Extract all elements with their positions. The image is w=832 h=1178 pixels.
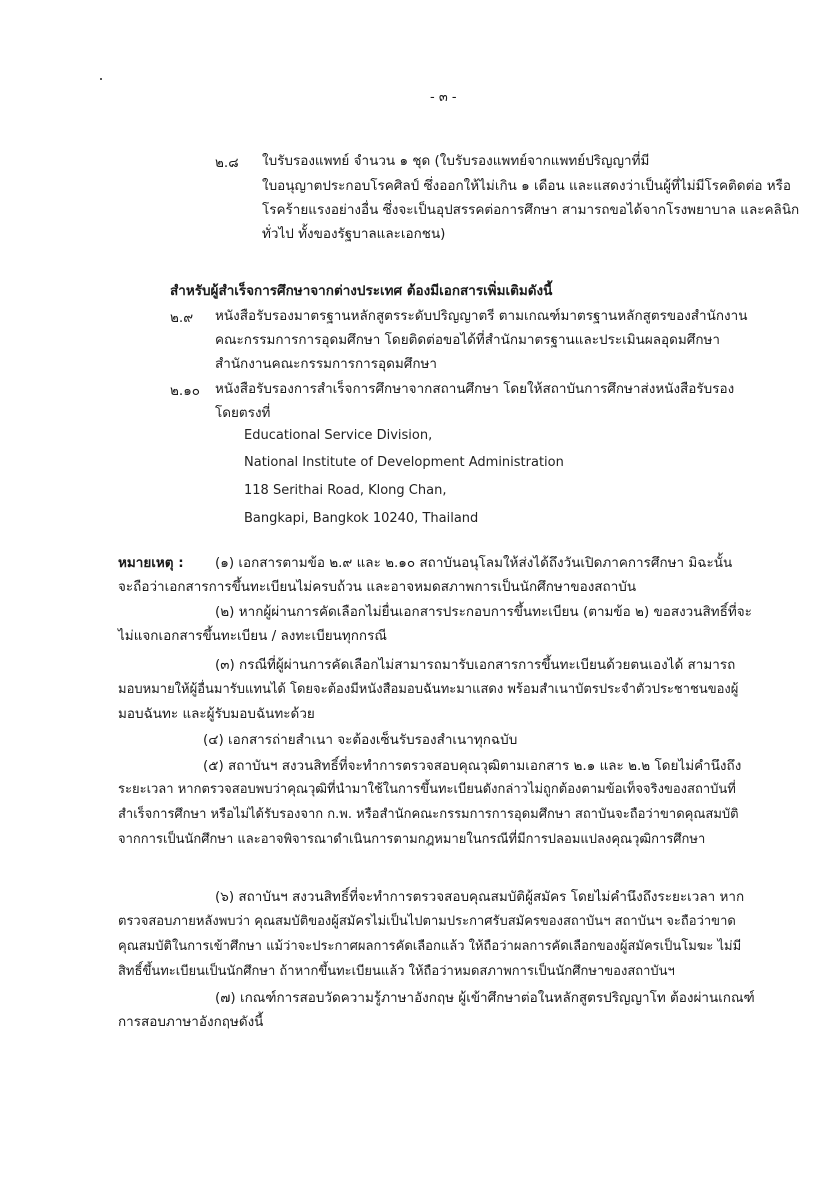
item-2-8-line: โรคร้ายแรงอย่างอื่น ซึ่งจะเป็นอุปสรรคต่อการศึกษา สามารถขอได้จากโรงพยาบาล และคลินิก [262,202,800,218]
address-line: 118 Serithai Road, Klong Chan, [244,483,447,498]
item-2-8-line: ใบรับรองแพทย์ จำนวน ๑ ชุด (ใบรับรองแพทย์จากแพทย์ปริญญาที่มี [262,153,650,169]
item-2-10-line: โดยตรงที่ [215,405,271,421]
note-6-line: คุณสมบัติในการเข้าศึกษา แม้ว่าจะประกาศผลการคัดเลือกแล้ว ให้ถือว่าผลการคัดเลือกของผู้สมัครเป็นโมฆะ ไม่มี [118,939,742,954]
foreign-graduates-heading: สำหรับผู้สำเร็จการศึกษาจากต่างประเทศ ต้องมีเอกสารเพิ่มเติมดังนี้ [170,283,553,299]
note-3-line: (๓) กรณีที่ผู้ผ่านการคัดเลือกไม่สามารถมารับเอกสารการขึ้นทะเบียนด้วยตนเองได้ สามารถ [215,657,736,673]
note-6-line: ตรวจสอบภายหลังพบว่า คุณสมบัติของผู้สมัครไม่เป็นไปตามประกาศรับสมัครของสถาบันฯ สถาบันฯ จะถือว่าขาด [118,914,736,929]
item-2-9-line: หนังสือรับรองมาตรฐานหลักสูตรระดับปริญญาตรี ตามเกณฑ์มาตรฐานหลักสูตรของสำนักงาน [215,308,748,324]
address-line: National Institute of Development Administration [244,455,564,470]
item-2-10-number: ๒.๑๐ [170,383,200,399]
note-5-line: จากการเป็นนักศึกษา และอาจพิจารณาดำเนินการตามกฎหมายในกรณีที่มีการปลอมแปลงคุณวุฒิการศึกษา [118,832,706,847]
page-number: - ๓ - [430,90,457,105]
item-2-9-line: คณะกรรมการการอุดมศึกษา โดยติดต่อขอได้ที่สำนักมาตรฐานและประเมินผลอุดมศึกษา [215,332,721,348]
note-2-line: (๒) หากผู้ผ่านการคัดเลือกไม่ยื่นเอกสารประกอบการขึ้นทะเบียน (ตามข้อ ๒) ขอสงวนสิทธิ์ที่จะ [215,604,752,620]
note-7-line: (๗) เกณฑ์การสอบวัดความรู้ภาษาอังกฤษ ผู้เข้าศึกษาต่อในหลักสูตรปริญญาโท ต้องผ่านเกณฑ์ [215,990,755,1006]
address-line: Educational Service Division, [244,428,433,443]
item-2-9-line: สำนักงานคณะกรรมการการอุดมศึกษา [215,356,438,372]
notes-label: หมายเหตุ : [118,555,184,571]
note-6-line: (๖) สถาบันฯ สงวนสิทธิ์ที่จะทำการตรวจสอบคุณสมบัติผู้สมัคร โดยไม่คำนึงถึงระยะเวลา หาก [215,889,745,905]
note-3-line: มอบฉันทะ และผู้รับมอบฉันทะด้วย [118,706,315,722]
item-2-8-line: ใบอนุญาตประกอบโรคศิลป์ ซึ่งออกให้ไม่เกิน ๑ เดือน และแสดงว่าเป็นผู้ที่ไม่มีโรคติดต่อ หรือ [262,178,791,194]
item-2-8-line: ทั่วไป ทั้งของรัฐบาลและเอกชน) [262,226,446,242]
note-2-line: ไม่แจกเอกสารขึ้นทะเบียน / ลงทะเบียนทุกกรณี [118,628,387,644]
item-2-9-number: ๒.๙ [170,310,194,326]
note-5-line: (๕) สถาบันฯ สงวนสิทธิ์ที่จะทำการตรวจสอบคุณวุฒิตามเอกสาร ๒.๑ และ ๒.๒ โดยไม่คำนึงถึง [203,758,742,774]
note-4-line: (๔) เอกสารถ่ายสำเนา จะต้องเซ็นรับรองสำเนาทุกฉบับ [203,732,518,748]
note-5-line: สำเร็จการศึกษา หรือไม่ได้รับรองจาก ก.พ. หรือสำนักคณะกรรมการการอุดมศึกษา สถาบันจะถือว่าขาดคุณสมบัติ [118,807,739,822]
note-3-line: มอบหมายให้ผู้อื่นมารับแทนได้ โดยจะต้องมีหนังสือมอบฉันทะมาแสดง พร้อมสำเนาบัตรประจำตัวประชาชนของผู้ [118,682,739,697]
note-1-line: (๑) เอกสารตามข้อ ๒.๙ และ ๒.๑๐ สถาบันอนุโลมให้ส่งได้ถึงวันเปิดภาคการศึกษา มิฉะนั้น [215,555,733,571]
scan-mark [100,78,102,80]
address-line: Bangkapi, Bangkok 10240, Thailand [244,511,479,526]
note-6-line: สิทธิ์ขึ้นทะเบียนเป็นนักศึกษา ถ้าหากขึ้นทะเบียนแล้ว ให้ถือว่าหมดสภาพการเป็นนักศึกษาของสถาบันฯ [118,964,675,979]
item-2-10-line: หนังสือรับรองการสำเร็จการศึกษาจากสถานศึกษา โดยให้สถาบันการศึกษาส่งหนังสือรับรอง [215,381,735,397]
note-1-line: จะถือว่าเอกสารการขึ้นทะเบียนไม่ครบถ้วน และอาจหมดสภาพการเป็นนักศึกษาของสถาบัน [118,579,637,595]
note-5-line: ระยะเวลา หากตรวจสอบพบว่าคุณวุฒิที่นำมาใช้ในการขึ้นทะเบียนดังกล่าวไม่ถูกต้องตามข้อเท็จจริงของสถาบันที่ [118,782,736,797]
note-7-line: การสอบภาษาอังกฤษดังนี้ [118,1014,264,1030]
item-2-8-number: ๒.๘ [215,155,239,171]
